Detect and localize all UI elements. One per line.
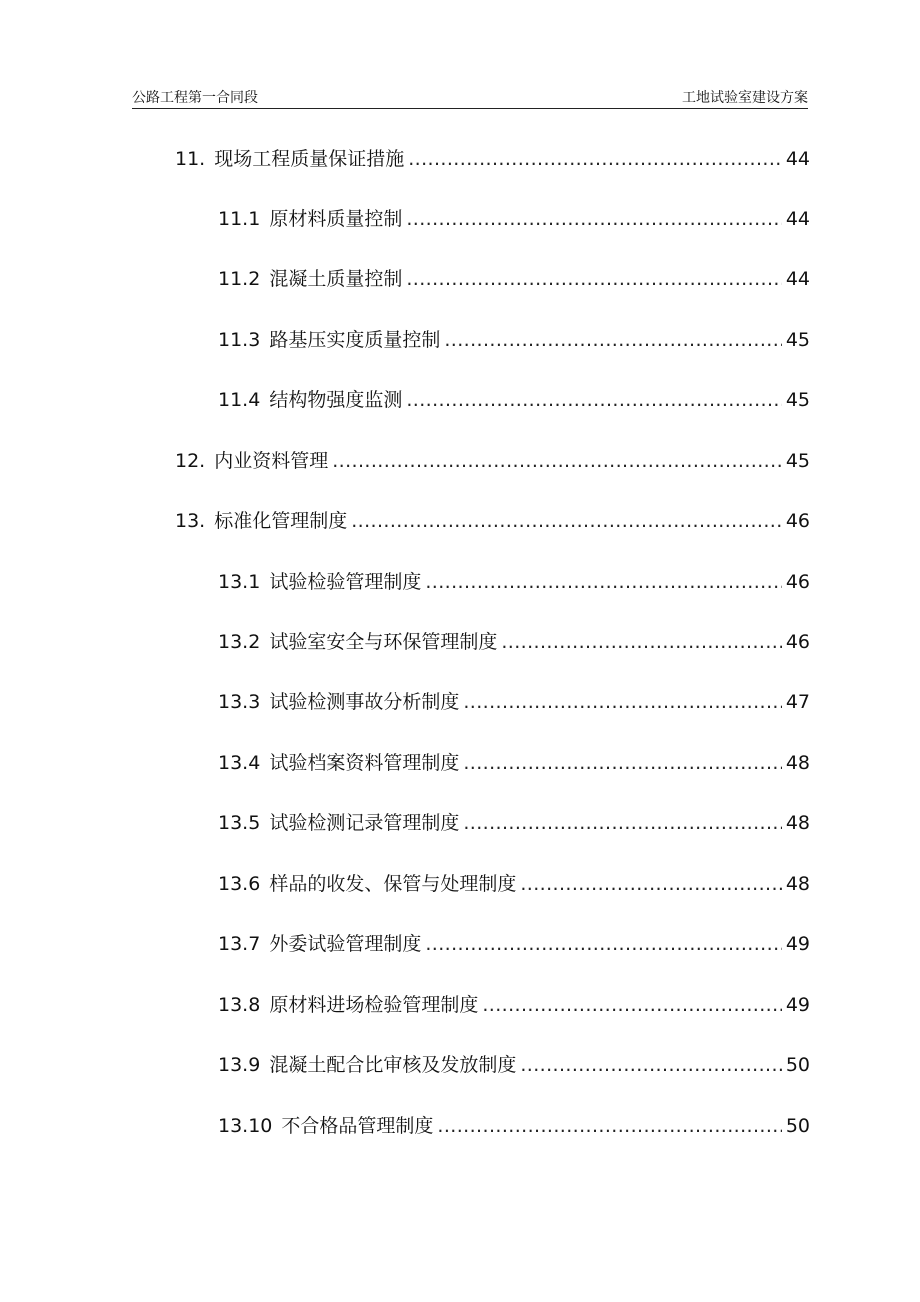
- toc-dot-leader: [520, 1049, 781, 1081]
- toc-entry-title: 混凝土配合比审核及发放制度: [269, 1054, 517, 1076]
- toc-entry-11-3[interactable]: [218, 324, 810, 356]
- toc-dot-leader: [463, 747, 781, 779]
- toc-entry-page: 46: [785, 631, 810, 653]
- toc-entry-page: 48: [785, 812, 810, 834]
- toc-entry-page: 49: [785, 994, 810, 1016]
- toc-dot-leader: [501, 626, 781, 658]
- toc-entry-number: 13.4: [218, 752, 261, 774]
- toc-entry-page: 44: [785, 148, 810, 170]
- toc-entry-title: 不合格品管理制度: [281, 1115, 434, 1137]
- toc-entry-title: 原材料质量控制: [269, 208, 403, 230]
- toc-entry-number: 13.1: [218, 571, 261, 593]
- toc-entry-page: 45: [785, 329, 810, 351]
- toc-dot-leader: [332, 445, 782, 477]
- toc-entry-title: 结构物强度监测: [269, 389, 403, 411]
- toc-entry-title: 原材料进场检验管理制度: [269, 994, 479, 1016]
- toc-entry-number: 13.2: [218, 631, 261, 653]
- toc-entry-number: 13.5: [218, 812, 261, 834]
- toc-entry-13-5[interactable]: [218, 807, 810, 839]
- toc-dot-leader: [463, 686, 781, 718]
- toc-dot-leader: [482, 989, 781, 1021]
- toc-dot-leader: [463, 807, 781, 839]
- toc-entry-title: 内业资料管理: [214, 450, 329, 472]
- toc-entry-page: 48: [785, 752, 810, 774]
- toc-entry-11-2[interactable]: [218, 263, 810, 295]
- toc-entry-11-4[interactable]: [218, 384, 810, 416]
- toc-entry-13-6[interactable]: [218, 868, 810, 900]
- toc-entry-page: 50: [785, 1054, 810, 1076]
- toc-entry-page: 47: [785, 691, 810, 713]
- toc-entry-title: 标准化管理制度: [214, 510, 348, 532]
- header-document-title: 工地试验室建设方案: [682, 90, 808, 106]
- toc-entry-13-2[interactable]: [218, 626, 810, 658]
- toc-entry-13-3[interactable]: [218, 686, 810, 718]
- toc-entry-number: 13.7: [218, 933, 261, 955]
- toc-entry-13[interactable]: [175, 505, 810, 537]
- toc-dot-leader: [425, 566, 781, 598]
- toc-entry-page: 45: [785, 450, 810, 472]
- toc-dot-leader: [351, 505, 782, 537]
- toc-dot-leader: [437, 1110, 781, 1142]
- header-project-name: 公路工程第一合同段: [132, 90, 258, 106]
- toc-entry-title: 路基压实度质量控制: [269, 329, 441, 351]
- toc-entry-number: 11.: [175, 148, 206, 170]
- toc-dot-leader: [425, 928, 781, 960]
- toc-entry-page: 45: [785, 389, 810, 411]
- toc-entry-page: 44: [785, 208, 810, 230]
- toc-entry-number: 13.9: [218, 1054, 261, 1076]
- toc-entry-page: 46: [785, 510, 810, 532]
- toc-dot-leader: [408, 143, 782, 175]
- toc-entry-title: 外委试验管理制度: [269, 933, 422, 955]
- toc-dot-leader: [406, 203, 781, 235]
- toc-entry-title: 混凝土质量控制: [269, 268, 403, 290]
- toc-entry-page: 49: [785, 933, 810, 955]
- toc-entry-title: 试验档案资料管理制度: [269, 752, 460, 774]
- toc-entry-number: 13.: [175, 510, 206, 532]
- toc-entry-13-4[interactable]: [218, 747, 810, 779]
- toc-entry-page: 48: [785, 873, 810, 895]
- toc-entry-11-1[interactable]: [218, 203, 810, 235]
- toc-entry-title: 试验检测记录管理制度: [269, 812, 460, 834]
- toc-entry-13-9[interactable]: [218, 1049, 810, 1081]
- toc-entry-13-8[interactable]: [218, 989, 810, 1021]
- toc-entry-number: 11.3: [218, 329, 261, 351]
- toc-entry-title: 试验检验管理制度: [269, 571, 422, 593]
- page-header: [132, 88, 808, 109]
- toc-dot-leader: [444, 324, 781, 356]
- toc-entry-title: 试验室安全与环保管理制度: [269, 631, 498, 653]
- toc-entry-number: 13.8: [218, 994, 261, 1016]
- toc-entry-number: 11.2: [218, 268, 261, 290]
- toc-entry-11[interactable]: [175, 143, 810, 175]
- toc-entry-title: 试验检测事故分析制度: [269, 691, 460, 713]
- toc-entry-13-1[interactable]: [218, 566, 810, 598]
- toc-entry-number: 11.1: [218, 208, 261, 230]
- toc-dot-leader: [520, 868, 781, 900]
- toc-entry-page: 50: [785, 1115, 810, 1137]
- toc-dot-leader: [406, 263, 781, 295]
- toc-entry-13-10[interactable]: [218, 1110, 810, 1142]
- toc-dot-leader: [406, 384, 781, 416]
- toc-entry-12[interactable]: [175, 445, 810, 477]
- toc-entry-title: 样品的收发、保管与处理制度: [269, 873, 517, 895]
- toc-entry-title: 现场工程质量保证措施: [214, 148, 405, 170]
- toc-entry-number: 12.: [175, 450, 206, 472]
- toc-entry-page: 44: [785, 268, 810, 290]
- toc-entry-number: 13.10: [218, 1115, 273, 1137]
- toc-entry-number: 11.4: [218, 389, 261, 411]
- toc-entry-number: 13.3: [218, 691, 261, 713]
- toc-entry-13-7[interactable]: [218, 928, 810, 960]
- toc-entry-number: 13.6: [218, 873, 261, 895]
- toc-entry-page: 46: [785, 571, 810, 593]
